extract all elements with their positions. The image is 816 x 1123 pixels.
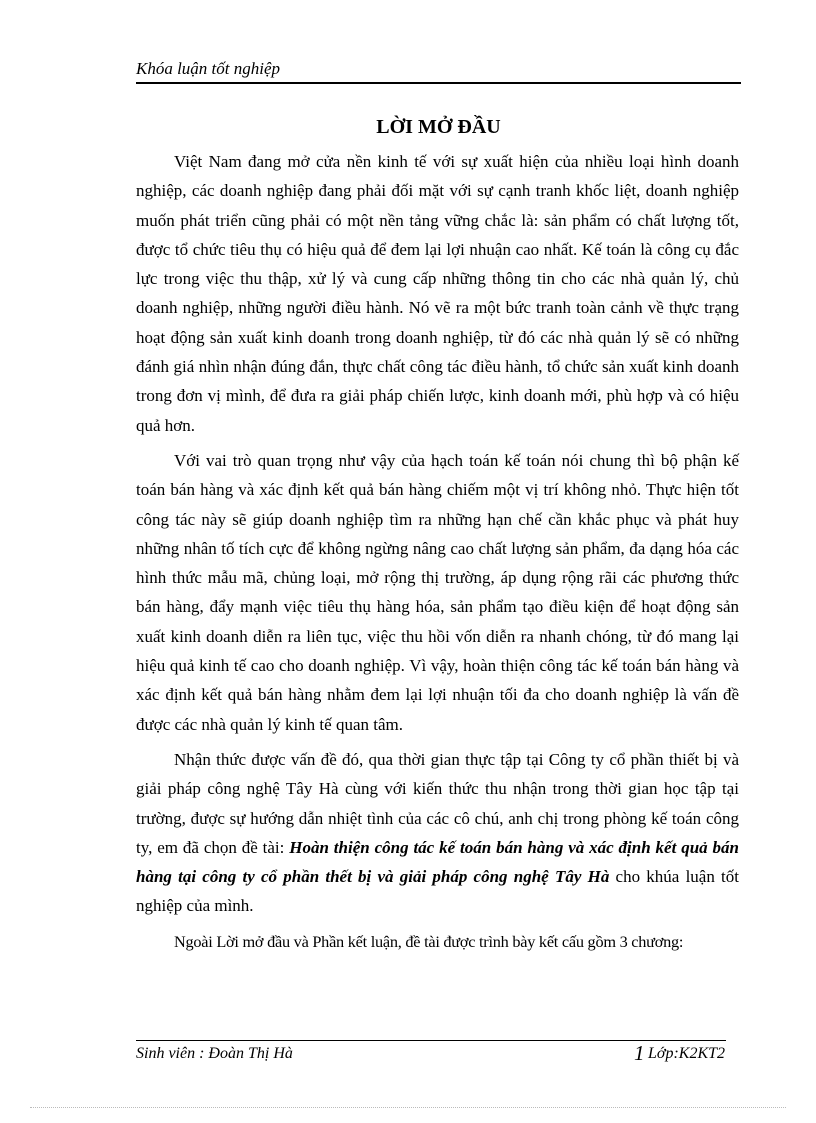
paragraph-3: [136, 745, 739, 921]
header-title: Khóa luận tốt nghiệp: [136, 59, 281, 78]
thesis-topic: Hoàn thiện công tác kế toán bán hàng và xác định kết quả bán hàng tại công ty cổ phần thết bị và giải pháp công nghệ Tây Hà: [136, 837, 739, 887]
section-title: LỜI MỞ ĐẦU: [376, 116, 501, 138]
paragraph-2: Với vai trò quan trọng như vậy của hạch toán kế toán nói chung thì bộ phận kế toán bán hàng và xác định kết quả bán hàng chiếm một vị trí không nhỏ. Thực hiện tốt công tác này sẽ giúp doanh nghiệp tìm ra những hạn chế cần khắc phục và phát huy những nhân tố tích cực để không ngừng nâng cao chất lượng sản phẩm, đa dạng hóa các hình thức mẫu mã, chủng loại, mở rộng thị trường, áp dụng rộng rãi các phương thức bán hàng, đẩy mạnh việc tiêu thụ hàng hóa, sản phẩm tạo điều kiện để hoạt động sản xuất kinh doanh diễn ra liên tục, việc thu hồi vốn diễn ra nhanh chóng, từ đó mang lại hiệu quả kinh tế cao cho doanh nghiệp. Vì vậy, hoàn thiện công tác kế toán bán hàng và xác định kết quả bán hàng nhằm đem lại lợi nhuận tối đa cho doanh nghiệp là vấn đề được các nhà quản lý kinh tế quan tâm.: [136, 450, 739, 734]
footer-class: Lớp:K2KT2: [648, 1045, 726, 1062]
page-number: 1: [634, 1041, 645, 1065]
page-edge-divider: [30, 1107, 786, 1108]
footer-student: Sinh viên : Đoàn Thị Hà: [136, 1045, 293, 1062]
running-footer: [136, 1040, 726, 1067]
running-header: [136, 58, 741, 84]
paragraph-3-tail: cho khúa luận tốt nghiệp của mình.: [136, 867, 739, 916]
document-body: [136, 147, 739, 956]
paragraph-1: Việt Nam đang mở cửa nền kinh tế với sự xuất hiện của nhiều loại hình doanh nghiệp, các doanh nghiệp đang phải đối mặt với sự cạnh tranh khốc liệt, doanh nghiệp muốn phát triển cũng phải có một nền tảng vững chắc là: sản phẩm có chất lượng tốt, được tổ chức tiêu thụ có hiệu quả để đem lại lợi nhuận cao nhất. Kế toán là công cụ đắc lực trong việc thu thập, xử lý và cung cấp những thông tin cho các nhà quản lý, chủ doanh nghiệp, những người điều hành. Nó vẽ ra một bức tranh toàn cảnh về thực trạng hoạt động sản xuất kinh doanh trong doanh nghiệp, từ đó các nhà quản lý sẽ có những đánh giá nhìn nhận đúng đắn, thực chất công tác điều hành, tổ chức sản xuất kinh doanh trong đơn vị mình, để đưa ra giải pháp chiến lược, kinh doanh mới, phù hợp và có hiệu quả hơn.: [136, 152, 739, 435]
paragraph-4: Ngoài Lời mở đầu và Phần kết luận, đề tài được trình bày kết cấu gồm 3 chương:: [174, 931, 684, 951]
paragraph-3-lead: Nhận thức được vấn đề đó, qua thời gian thực tập tại Công ty cổ phần thiết bị và giải pháp công nghệ Tây Hà cùng với kiến thức thu nhận trong thời gian học tập tại trường, được sự hướng dẫn nhiệt tình của các cô chú, anh chị trong phòng kế toán công ty, em đã chọn đề tài:: [136, 749, 739, 857]
